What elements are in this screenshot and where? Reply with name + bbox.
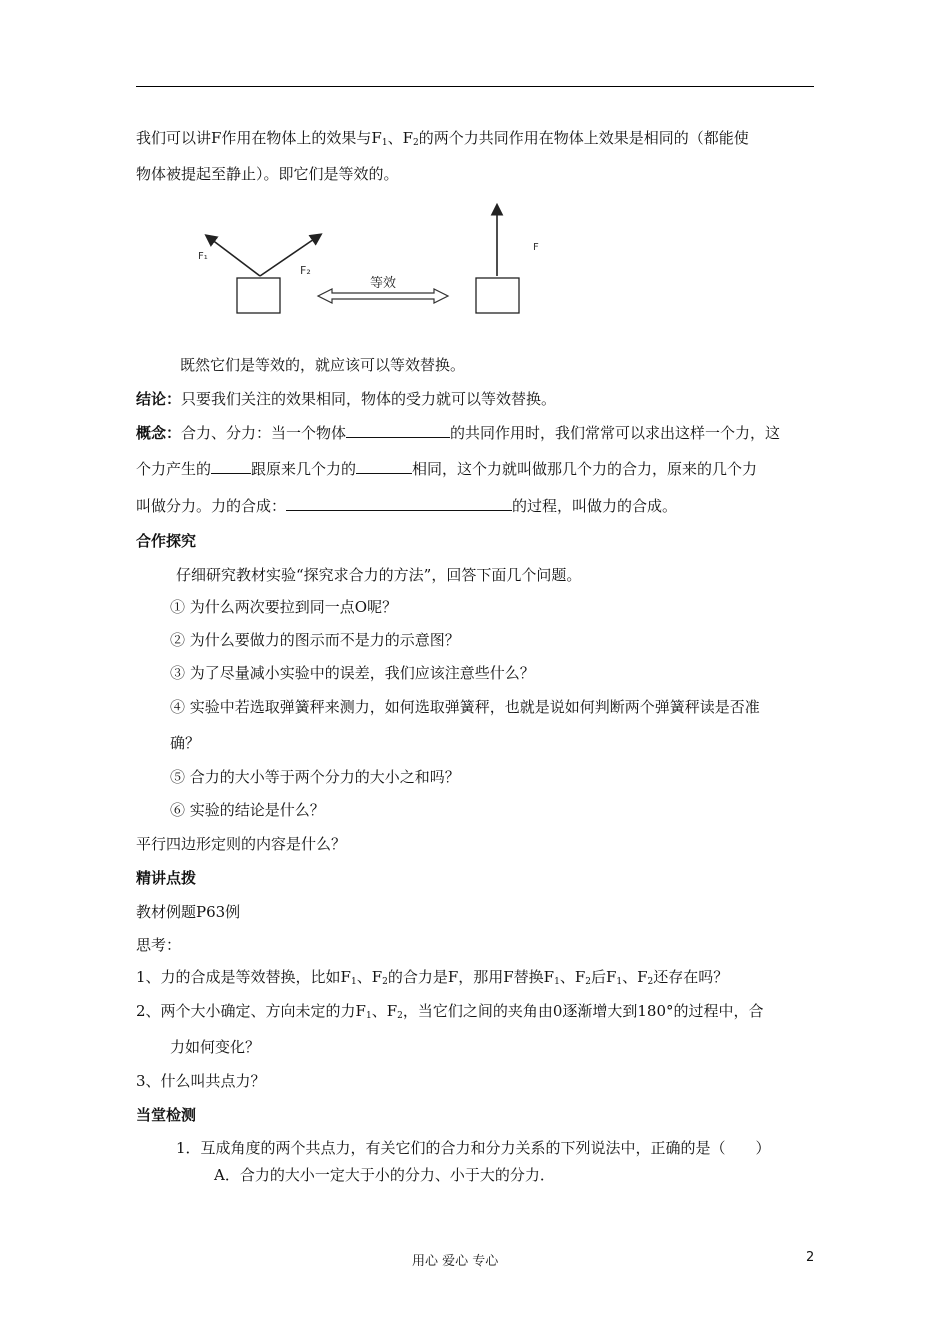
lecture-heading: 精讲点拨 [136,869,197,887]
question-4-cont: 确？ [170,734,201,752]
intro-line-2: 物体被提起至静止）。即它们是等效的。 [136,165,399,183]
question-4: ④ 实验中若选取弹簧秤来测力，如何选取弹簧秤，也就是说如何判断两个弹簧秤读是否准 [170,698,760,716]
conclusion-heading: 结论： [136,390,182,408]
think-label: 思考： [136,936,182,954]
question-7: 平行四边形定则的内容是什么？ [136,835,347,853]
think-question-2-cont: 力如何变化？ [170,1038,261,1056]
f1-label: F₁ [198,251,208,262]
conclusion-line: 结论：只要我们关注的效果相同，物体的受力就可以等效替换。 [136,390,557,408]
f1-arrow [207,236,260,276]
concept-line-1: 概念：合力、分力：当一个物体 的共同作用时，我们常常可以求出这样一个力，这 [136,424,781,442]
check-heading: 当堂检测 [136,1106,197,1124]
example-ref: 教材例题P63例 [136,903,241,921]
f2-arrow [260,235,320,276]
intro-line-1: 我们可以讲F作用在物体上的效果与$F_1$、$F_2$的两个力共同作用在物体上效果是相同的（都能使 [136,129,749,148]
question-3: ③ 为了尽量减小实验中的误差，我们应该注意些什么？ [170,664,535,682]
question-6: ⑥ 实验的结论是什么？ [170,801,325,819]
left-object-box [237,278,280,313]
question-1: ① 为什么两次要拉到同一点O呢？ [170,598,398,616]
check-question-1: 1．互成角度的两个共点力，有关它们的合力和分力关系的下列说法中，正确的是（ ） [176,1139,771,1157]
equivalence-figure [190,192,550,332]
blank-2[interactable] [211,459,251,474]
blank-4[interactable] [286,496,512,511]
header-rule [136,86,814,87]
right-object-box [476,278,519,313]
think-question-2: 2、两个大小确定、方向未定的力$F_1$、$F_2$，当它们之间的夹角由0逐渐增大到180°的过程中，合 [136,1002,764,1021]
coop-heading: 合作探究 [136,532,197,550]
para-equivalent-replacement: 既然它们是等效的，就应该可以等效替换。 [180,356,466,374]
equivalence-double-arrow [318,289,448,303]
concept-heading: 概念： [136,424,182,442]
check-option-a: A．合力的大小一定大于小的分力、小于大的分力． [214,1166,555,1184]
concept-line-3: 叫做分力。力的合成： 的过程，叫做力的合成。 [136,497,678,515]
question-2: ② 为什么要做力的图示而不是力的示意图？ [170,631,460,649]
coop-intro: 仔细研究教材实验“探究求合力的方法”，回答下面几个问题。 [176,566,582,584]
footer-motto: 用心 爱心 专心 [412,1254,499,1269]
question-5: ⑤ 合力的大小等于两个分力的大小之和吗？ [170,768,460,786]
think-question-3: 3、什么叫共点力？ [136,1072,266,1090]
page-number: 2 [806,1250,815,1265]
blank-3[interactable] [356,459,412,474]
blank-1[interactable] [346,423,450,438]
concept-line-2: 个力产生的 跟原来几个力的 相同，这个力就叫做那几个力的合力，原来的几个力 [136,460,758,478]
f2-label: F₂ [300,264,311,277]
think-question-1: 1、力的合成是等效替换，比如$F_1$、$F_2$的合力是F，那用F替换$F_1$、$F_2$后$F_1$、$F_2$还存在吗？ [136,968,729,987]
equivalence-label: 等效 [370,276,397,291]
f-label: F [533,242,539,253]
